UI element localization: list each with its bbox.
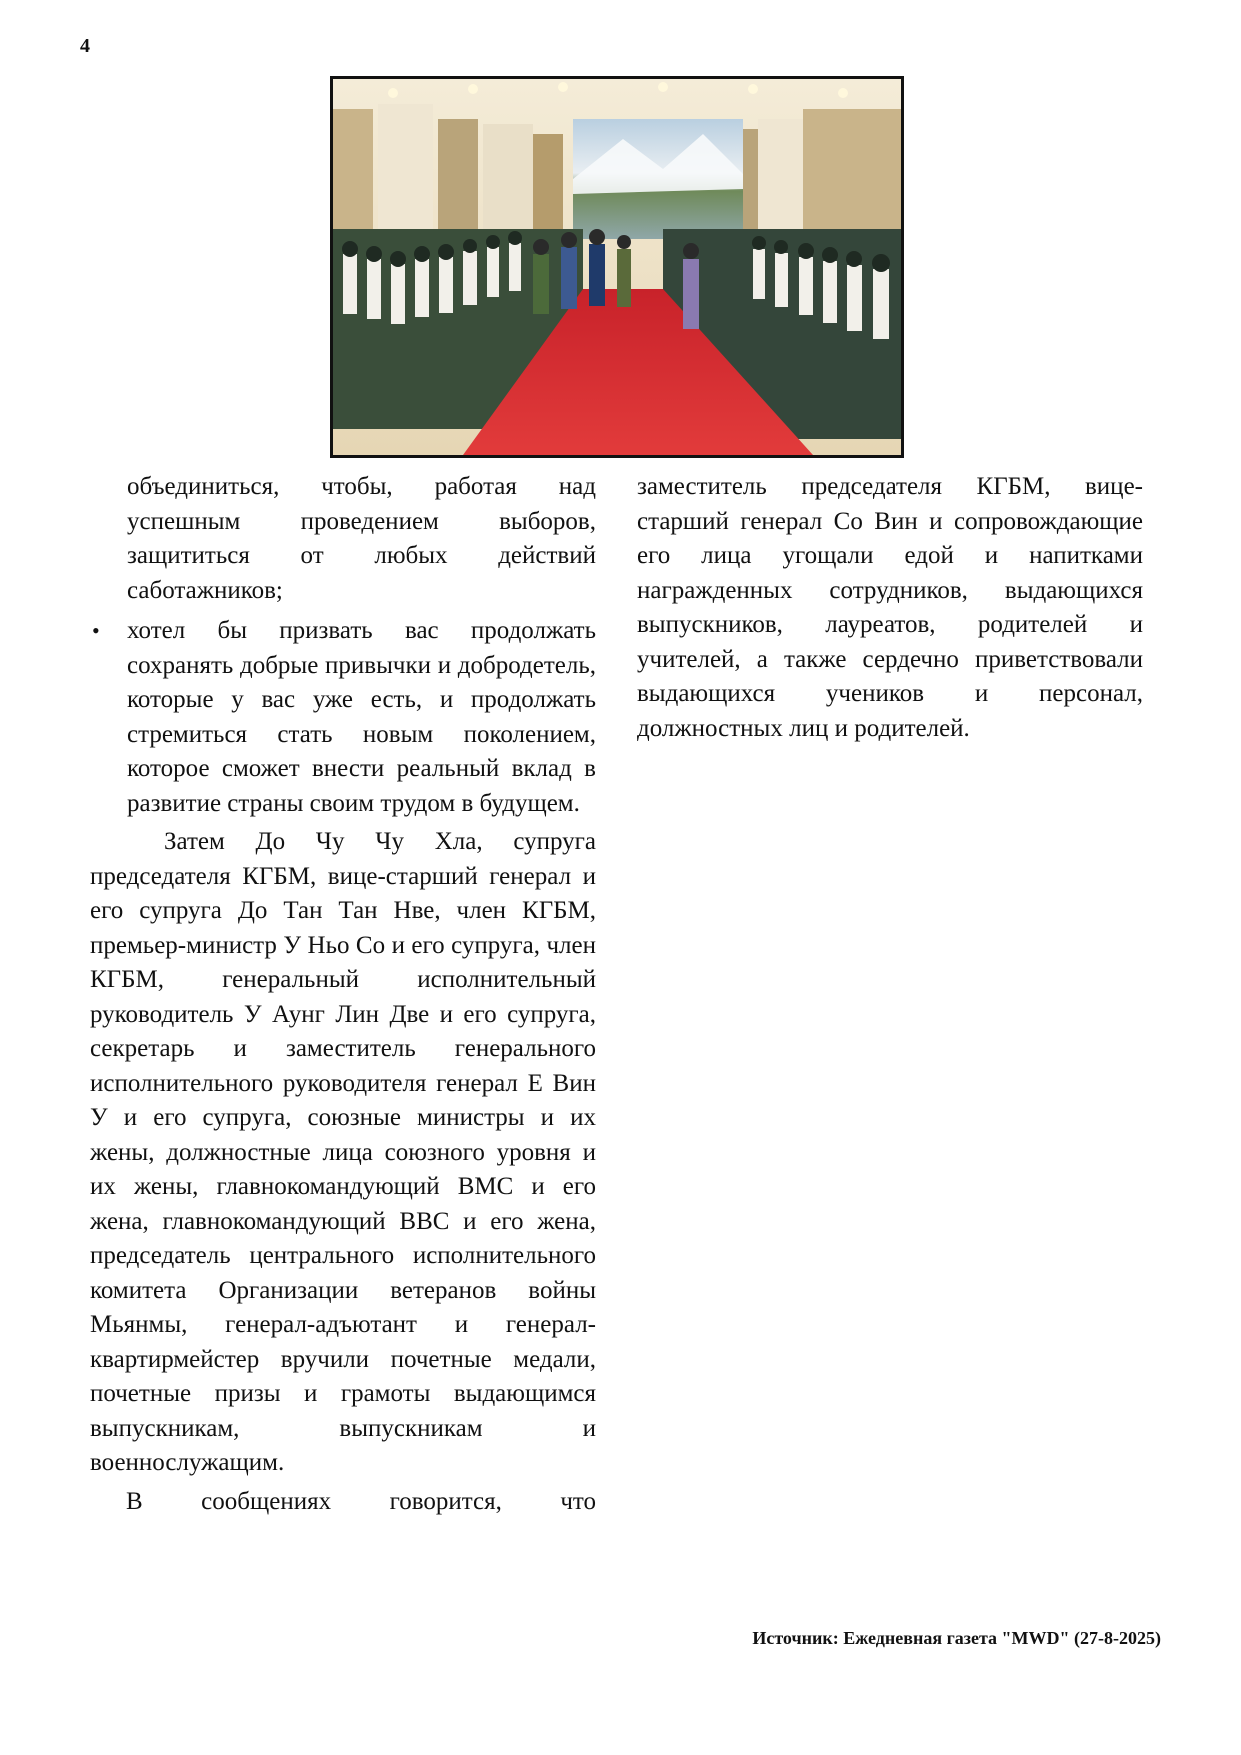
- page-number: 4: [80, 35, 90, 57]
- news-photo: [330, 76, 904, 458]
- bullet-item: [90, 614, 596, 821]
- bullet-icon: •: [92, 618, 100, 643]
- right-column: [637, 470, 1143, 746]
- paragraph-reports-start: В сообщениях говорится, что: [126, 1487, 596, 1515]
- left-column: [90, 470, 596, 1640]
- bullet-text: хотел бы призвать вас продолжать сохранять добрые привычки и добродетель, которые у вас уже есть, и продолжать стремиться стать новым поколением, которое сможет внести реальный вклад в развитие страны своим трудом в будущем.: [127, 617, 596, 817]
- paragraph-awards: Затем До Чу Чу Хла, супруга председателя КГБМ, вице-старший генерал и его супруга До Тан Тан Нве, член КГБМ, премьер-министр У Ньо Со и его супруга, член КГБМ, генеральный исполнительный руководитель У Аунг Лин Две и его супруга, секретарь и заместитель генерального исполнительного руководителя генерал Е Вин У и его супруга, союзные министры и их жены, должностные лица союзного уровня и их жены, главнокомандующий ВМС и его жена, главнокомандующий ВВС и его жена, председатель центрального исполнительного комитета Организации ветеранов войны Мьянмы, генерал-адъютант и генерал-квартирмейстер вручили почетные медали, почетные призы и грамоты выдающимся выпускникам, выпускникам и военнослужащим.: [90, 828, 596, 1476]
- continued-text: объединиться, чтобы, работая над успешным проведением выборов, защититься от любых действий саботажников;: [127, 473, 596, 604]
- source-credit: Источник: Ежедневная газета "MWD" (27-8-2025): [752, 1628, 1161, 1648]
- paragraph-reports-end: заместитель председателя КГБМ, вице-старший генерал Со Вин и сопровождающие его лица угощали едой и напитками награжденных сотрудников, выдающихся выпускников, лауреатов, родителей и учителей, а также сердечно приветствовали выдающихся учеников и персонал, должностных лиц и родителей.: [637, 473, 1143, 742]
- photo-reception-hall-icon: [333, 79, 901, 455]
